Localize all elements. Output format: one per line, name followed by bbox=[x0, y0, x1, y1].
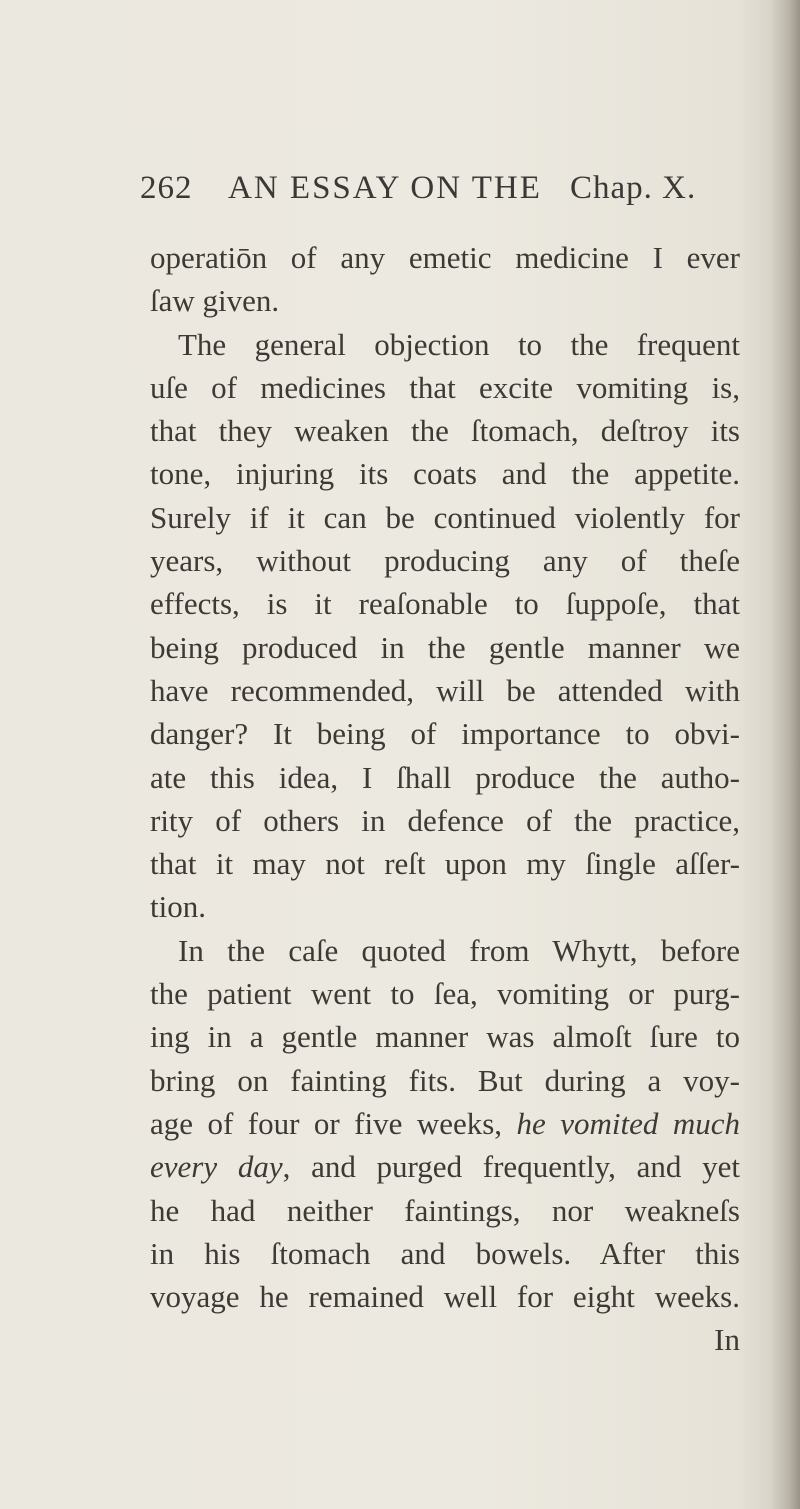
text-line: The general objection to the frequent bbox=[178, 326, 740, 362]
running-head bbox=[140, 170, 740, 210]
text-line: that they weaken the ſtomach, deſtroy its bbox=[150, 413, 740, 449]
chapter-label: Chap. X. bbox=[570, 170, 697, 206]
text-line: tone, injuring its coats and the appetite. bbox=[150, 456, 740, 492]
text-line: being produced in the gentle manner we bbox=[150, 629, 740, 665]
text-line: Surely if it can be continued violently for bbox=[150, 499, 740, 535]
page-edge-shadow bbox=[770, 0, 800, 1509]
text-line: ſaw given. bbox=[150, 283, 280, 319]
text-line: have recommended, will be attended with bbox=[150, 672, 740, 708]
text-line: in his ſtomach and bowels. After this bbox=[150, 1235, 740, 1271]
text-line-mixed bbox=[150, 1145, 740, 1188]
running-title: AN ESSAY ON THE bbox=[228, 170, 542, 206]
text-line: operatiōn of any emetic medicine I ever bbox=[150, 240, 740, 275]
text-line: years, without producing any of theſe bbox=[150, 543, 740, 579]
text-line: uſe of medicines that excite vomiting is, bbox=[150, 369, 740, 405]
italic-span: every day bbox=[150, 1149, 283, 1185]
text-span: age of four or five weeks, bbox=[150, 1105, 517, 1141]
page-number: 262 bbox=[140, 170, 193, 206]
text-line: that it may not reſt upon my ſingle aſſer- bbox=[150, 846, 740, 882]
text-line: he had neither faintings, nor weakneſs bbox=[150, 1192, 740, 1228]
text-line: ate this idea, I ſhall produce the autho- bbox=[150, 759, 740, 795]
text-line: bring on fainting fits. But during a voy- bbox=[150, 1062, 740, 1098]
text-line: voyage he remained well for eight weeks. bbox=[150, 1279, 740, 1315]
text-line: ing in a gentle manner was almoſt ſure to bbox=[150, 1019, 740, 1055]
body-text bbox=[150, 236, 740, 1362]
text-line: danger? It being of importance to obvi- bbox=[150, 716, 740, 752]
text-line: the patient went to ſea, vomiting or purg- bbox=[150, 976, 740, 1012]
text-line: tion. bbox=[150, 889, 206, 925]
text-line: effects, is it reaſonable to ſuppoſe, that bbox=[150, 586, 740, 622]
text-line-mixed bbox=[150, 1102, 740, 1145]
text-line: rity of others in defence of the practice, bbox=[150, 802, 740, 838]
text-line: In the caſe quoted from Whytt, before bbox=[178, 932, 740, 968]
catchword: In bbox=[714, 1322, 740, 1358]
italic-span: he vomited much bbox=[516, 1105, 740, 1141]
text-span: , and purged frequently, and yet bbox=[282, 1149, 740, 1185]
